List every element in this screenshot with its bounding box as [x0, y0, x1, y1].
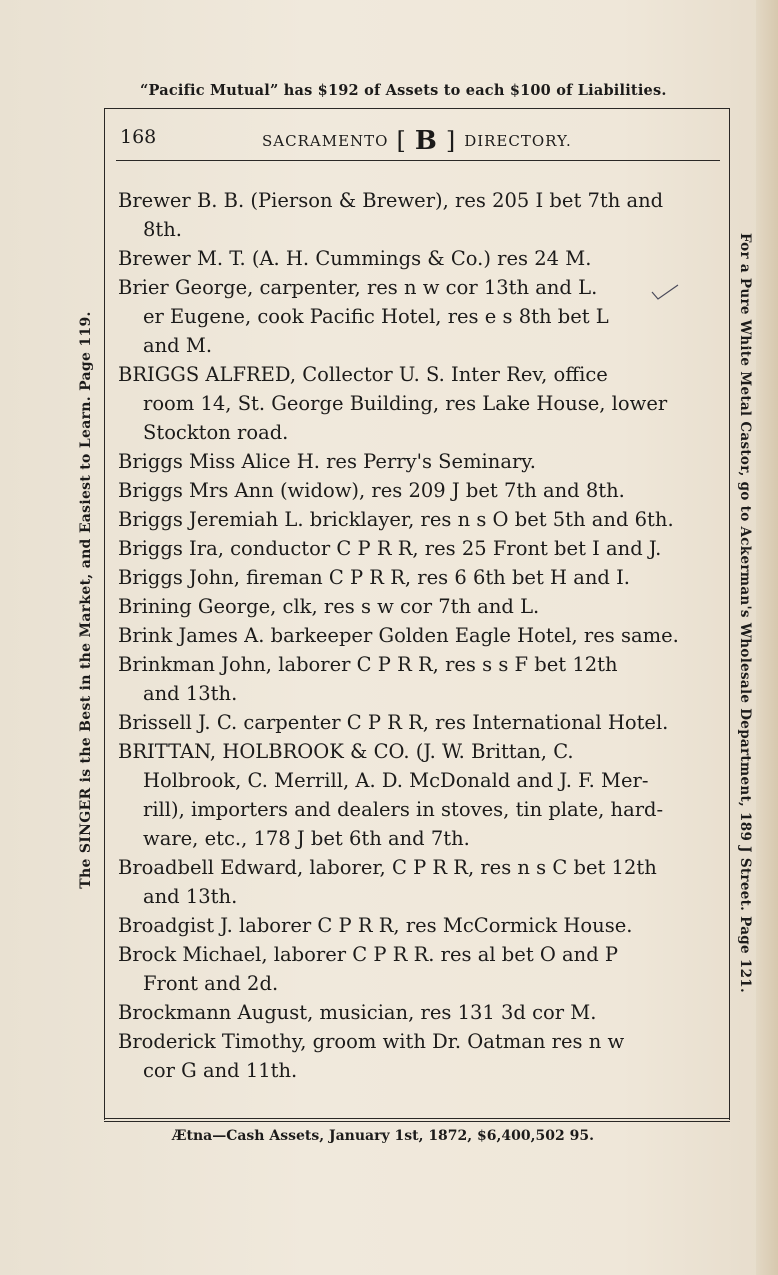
entry-line: BRITTAN, HOLBROOK & CO. (J. W. Brittan, C.: [118, 740, 574, 763]
entry-line: Stockton road.: [143, 421, 289, 444]
entry-line: Brissell J. C. carpenter C P R R, res International Hotel.: [118, 711, 669, 734]
entry-line: er Eugene, cook Pacific Hotel, res e s 8th bet L: [143, 305, 609, 328]
directory-entry: [118, 1027, 716, 1085]
directory-entry: [118, 244, 716, 273]
frame-rule-top: [104, 108, 730, 109]
directory-entry: [118, 911, 716, 940]
entry-line: 8th.: [143, 218, 182, 241]
directory-entry: [118, 592, 716, 621]
running-head-bracket-close: ]: [445, 127, 457, 155]
directory-entry: [118, 708, 716, 737]
running-head-left: SACRAMENTO: [262, 132, 389, 150]
entry-line: Briggs John, fireman C P R R, res 6 6th bet H and I.: [118, 566, 630, 589]
directory-entry: [118, 650, 716, 708]
running-head-letter: B: [414, 126, 438, 156]
entry-line: room 14, St. George Building, res Lake House, lower: [143, 392, 668, 415]
directory-entry: [118, 360, 716, 447]
page-number: 168: [120, 126, 157, 148]
directory-entry: [118, 563, 716, 592]
entry-line: BRIGGS ALFRED, Collector U. S. Inter Rev, office: [118, 363, 608, 386]
directory-entry: [118, 853, 716, 911]
entry-line: Broadgist J. laborer C P R R, res McCormick House.: [118, 914, 633, 937]
check-mark-icon: [650, 283, 680, 301]
entry-line: Brewer M. T. (A. H. Cummings & Co.) res 24 M.: [118, 247, 592, 270]
top-advertisement: “Pacific Mutual” has $192 of Assets to each $100 of Liabilities.: [140, 82, 667, 99]
directory-entry: [118, 534, 716, 563]
page-edge: [756, 0, 778, 1275]
entry-line: Brinkman John, laborer C P R R, res s s F bet 12th: [118, 653, 618, 676]
directory-entries: [118, 186, 716, 1085]
entry-line: cor G and 11th.: [143, 1059, 298, 1082]
entry-line: Brink James A. barkeeper Golden Eagle Hotel, res same.: [118, 624, 679, 647]
frame-rule-bottom: [104, 1118, 730, 1119]
directory-entry: [118, 505, 716, 534]
entry-line: Briggs Miss Alice H. res Perry's Seminary.: [118, 450, 536, 473]
entry-line: Briggs Mrs Ann (widow), res 209 J bet 7th and 8th.: [118, 479, 625, 502]
entry-line: and M.: [143, 334, 213, 357]
frame-rule-right: [729, 108, 730, 1120]
frame-rule-bottom-double: [104, 1121, 730, 1122]
entry-line: Holbrook, C. Merrill, A. D. McDonald and J. F. Mer-: [143, 769, 649, 792]
running-head-bracket-open: [: [396, 127, 407, 155]
entry-line: Brock Michael, laborer C P R R. res al bet O and P: [118, 943, 619, 966]
entry-line: and 13th.: [143, 682, 238, 705]
entry-line: Brining George, clk, res s w cor 7th and L.: [118, 595, 540, 618]
side-advertisement-right-text: For a Pure White Metal Castor, go to Ackerman's Wholesale Department, 189 J Street. Page 121.: [737, 233, 753, 993]
entry-line: rill), importers and dealers in stoves, tin plate, hard-: [143, 798, 664, 821]
side-advertisement-left-text: The SINGER is the Best in the Market, and Easiest to Learn. Page 119.: [78, 311, 94, 889]
entry-line: Broadbell Edward, laborer, C P R R, res n s C bet 12th: [118, 856, 657, 879]
directory-entry: [118, 737, 716, 853]
frame-rule-left: [104, 108, 105, 1120]
directory-entry: [118, 302, 716, 360]
entry-line: Brier George, carpenter, res n w cor 13th and L.: [118, 276, 598, 299]
directory-entry: [118, 273, 716, 302]
bottom-advertisement: Ætna—Cash Assets, January 1st, 1872, $6,400,502 95.: [172, 1128, 594, 1144]
directory-entry: [118, 998, 716, 1027]
running-head-right: DIRECTORY.: [464, 132, 572, 150]
entry-line: ware, etc., 178 J bet 6th and 7th.: [143, 827, 470, 850]
header-rule: [116, 160, 720, 161]
directory-entry: [118, 621, 716, 650]
entry-line: Briggs Ira, conductor C P R R, res 25 Front bet I and J.: [118, 537, 662, 560]
entry-line: Brockmann August, musician, res 131 3d cor M.: [118, 1001, 597, 1024]
entry-line: Broderick Timothy, groom with Dr. Oatman res n w: [118, 1030, 625, 1053]
directory-entry: [118, 940, 716, 998]
entry-line: and 13th.: [143, 885, 238, 908]
directory-entry: [118, 186, 716, 244]
entry-line: Front and 2d.: [143, 972, 279, 995]
running-head: [262, 126, 572, 156]
directory-entry: [118, 476, 716, 505]
entry-line: Briggs Jeremiah L. bricklayer, res n s O bet 5th and 6th.: [118, 508, 674, 531]
entry-line: Brewer B. B. (Pierson & Brewer), res 205 I bet 7th and: [118, 189, 664, 212]
directory-entry: [118, 447, 716, 476]
